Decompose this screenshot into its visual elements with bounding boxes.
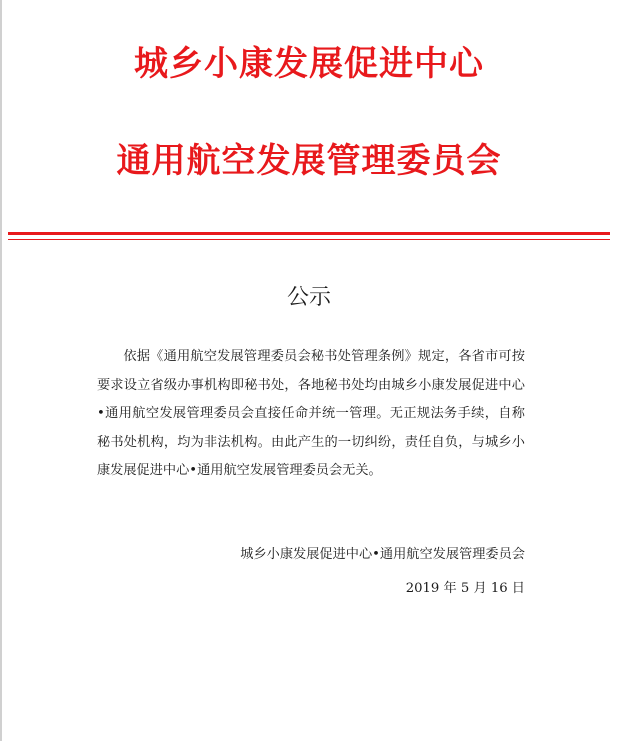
page-left-edge [0, 0, 2, 741]
signature-organization: 城乡小康发展促进中心•通用航空发展管理委员会 [240, 547, 525, 562]
signature-date: 2019 年 5 月 16 日 [405, 581, 525, 596]
header-divider-thick [8, 232, 610, 235]
notice-heading: 公示 [286, 285, 331, 310]
header-divider-thin [8, 239, 610, 240]
org-title-primary: 城乡小康发展促进中心 [134, 44, 484, 84]
org-title-secondary: 通用航空发展管理委员会 [116, 141, 502, 181]
notice-paragraph: 依据《通用航空发展管理委员会秘书处管理条例》规定，各省市可按要求设立省级办事机构即秘书处，各地秘书处均由城乡小康发展促进中心•通用航空发展管理委员会直接任命并统一管理。无正规法务手续，自称秘书处机构，均为非法机构。由此产生的一切纠纷，责任自负，与城乡小康发展促进中心•通用航空发展管理委员会无关。 [97, 349, 525, 478]
notice-body [97, 343, 525, 486]
